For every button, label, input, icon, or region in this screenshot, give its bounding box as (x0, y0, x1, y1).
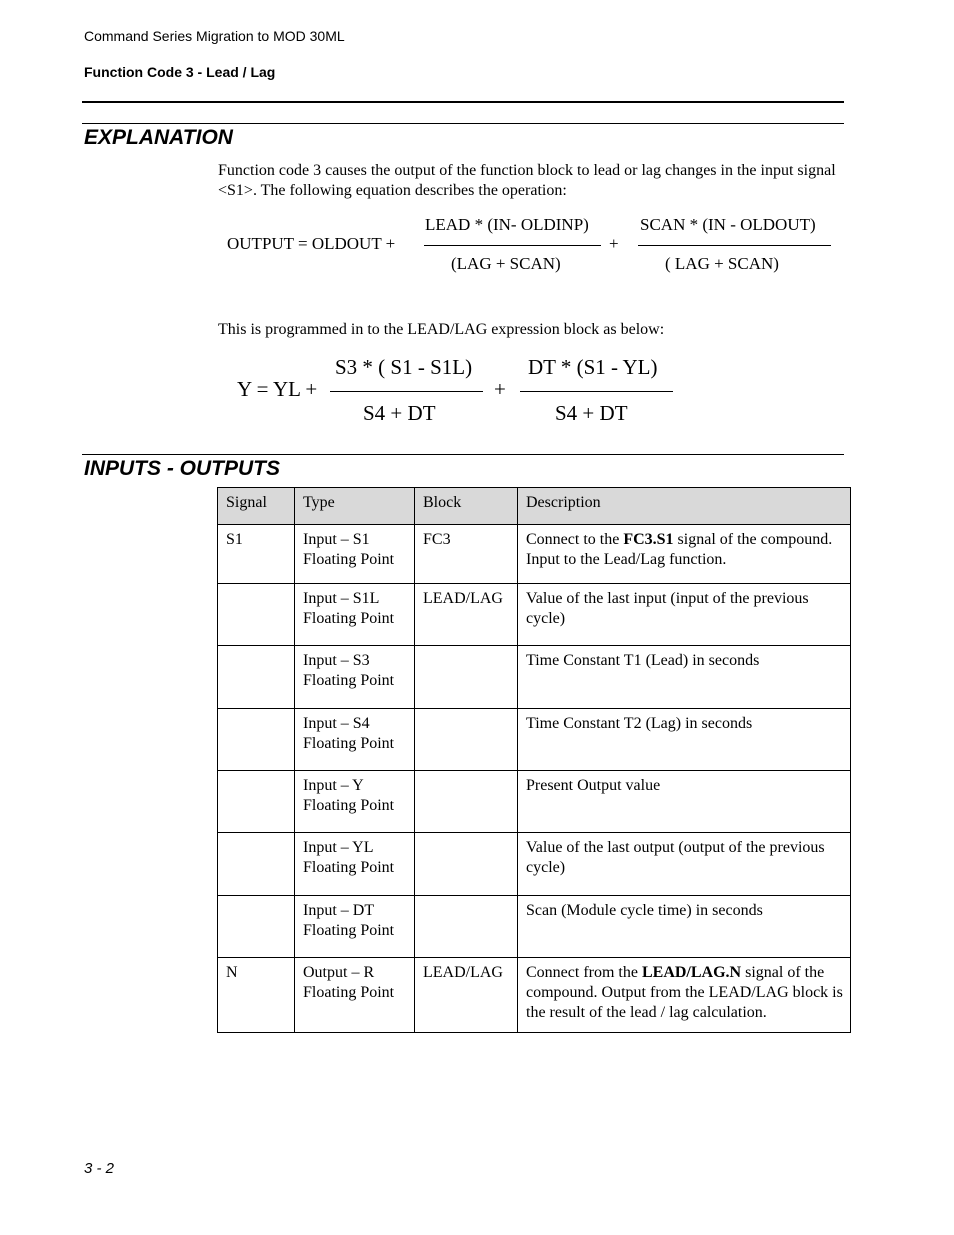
cell-signal: N (218, 958, 295, 1033)
explanation-heading: EXPLANATION (84, 126, 233, 149)
column-header-signal: Signal (218, 488, 295, 525)
program-note: This is programmed in to the LEAD/LAG expression block as below: (218, 321, 665, 338)
type-datatype: Floating Point (303, 984, 395, 1001)
page-number: 3 - 2 (84, 1160, 115, 1177)
cell-block (415, 709, 518, 771)
inputs-outputs-table (217, 487, 851, 1033)
table-row (218, 896, 851, 958)
desc-text: Time Constant T1 (Lead) in seconds (526, 652, 760, 669)
desc-signal-ref: LEAD/LAG.N (641, 964, 742, 981)
type-datatype: Floating Point (303, 672, 395, 689)
cell-block: FC3 (415, 525, 518, 584)
desc-text: Value of the last output (output of the previous cycle) (526, 839, 825, 876)
type-io: Input – S4 (303, 715, 370, 732)
type-datatype: Floating Point (303, 922, 395, 939)
cell-signal (218, 771, 295, 833)
cell-block (415, 646, 518, 709)
desc-text: Value of the last input (input of the previous cycle) (526, 590, 809, 627)
desc-text: Connect from the (526, 964, 642, 981)
cell-description (518, 958, 851, 1033)
cell-type (295, 833, 415, 896)
cell-block: LEAD/LAG (415, 584, 518, 646)
cell-signal (218, 709, 295, 771)
equation2-plus: + (494, 377, 506, 401)
column-header-type: Type (295, 488, 415, 525)
equation1-term1-fraction-bar (424, 245, 601, 246)
table-row (218, 584, 851, 646)
type-io: Input – S3 (303, 652, 370, 669)
equation1-term2-denominator: ( LAG + SCAN) (665, 254, 779, 273)
table-row (218, 709, 851, 771)
desc-text: Connect to the (526, 531, 624, 548)
desc-text: Present Output value (526, 777, 661, 794)
type-io: Input – S1 (303, 531, 370, 548)
cell-type (295, 958, 415, 1033)
document-title: Command Series Migration to MOD 30ML (84, 28, 345, 44)
type-datatype: Floating Point (303, 859, 395, 876)
desc-text: Time Constant T2 (Lag) in seconds (526, 715, 753, 732)
equation1-term1-denominator: (LAG + SCAN) (451, 254, 561, 273)
table-row (218, 958, 851, 1033)
cell-signal: S1 (218, 525, 295, 584)
cell-block: LEAD/LAG (415, 958, 518, 1033)
type-datatype: Floating Point (303, 797, 395, 814)
equation1-term2-numerator: SCAN * (IN - OLDOUT) (640, 215, 816, 234)
equation1-plus: + (609, 234, 619, 253)
equation2-lhs: Y = YL + (237, 377, 318, 401)
cell-type (295, 896, 415, 958)
desc-signal-ref: FC3.S1 (623, 531, 674, 548)
equation2-term2-denominator: S4 + DT (555, 401, 628, 425)
equation2-term1-numerator: S3 * ( S1 - S1L) (335, 355, 473, 379)
cell-type (295, 709, 415, 771)
section-title: Function Code 3 - Lead / Lag (84, 64, 276, 80)
cell-block (415, 833, 518, 896)
explanation-divider (82, 123, 844, 124)
cell-signal (218, 896, 295, 958)
cell-type (295, 584, 415, 646)
inputs-outputs-heading: INPUTS - OUTPUTS (84, 457, 281, 480)
inputs-outputs-divider (82, 454, 844, 455)
desc-text-continued: signal of the compound. Input to the Lead/Lag function. (526, 531, 833, 568)
equation1-term2-fraction-bar (638, 245, 831, 246)
cell-block (415, 896, 518, 958)
type-io: Input – YL (303, 839, 374, 856)
column-header-block: Block (415, 488, 518, 525)
equation2-term1-denominator: S4 + DT (363, 401, 436, 425)
cell-description (518, 646, 851, 709)
cell-description (518, 584, 851, 646)
header-divider (82, 101, 844, 103)
cell-signal (218, 584, 295, 646)
table-row (218, 833, 851, 896)
desc-text-continued: signal of the compound. Output from the LEAD/LAG block is the result of the lead / lag calculation. (526, 964, 843, 1021)
type-io: Input – S1L (303, 590, 380, 607)
cell-type (295, 646, 415, 709)
cell-description (518, 833, 851, 896)
type-datatype: Floating Point (303, 551, 395, 568)
equation2-term1-fraction-bar (330, 391, 483, 392)
equation1-lhs: OUTPUT = OLDOUT + (227, 234, 396, 253)
table-row (218, 525, 851, 584)
table-row (218, 646, 851, 709)
type-io: Input – Y (303, 777, 364, 794)
equation2-term2-numerator: DT * (S1 - YL) (528, 355, 658, 379)
cell-signal (218, 646, 295, 709)
cell-description (518, 709, 851, 771)
equation2-term2-fraction-bar (520, 391, 673, 392)
cell-signal (218, 833, 295, 896)
type-datatype: Floating Point (303, 610, 395, 627)
table-row (218, 771, 851, 833)
cell-description (518, 896, 851, 958)
type-io: Input – DT (303, 902, 375, 919)
desc-text: Scan (Module cycle time) in seconds (526, 902, 763, 919)
equation1-term1-numerator: LEAD * (IN- OLDINP) (425, 215, 589, 234)
cell-block (415, 771, 518, 833)
type-io: Output – R (303, 964, 375, 981)
cell-type (295, 771, 415, 833)
cell-type (295, 525, 415, 584)
table-header-row (218, 488, 851, 525)
cell-description (518, 525, 851, 584)
explanation-intro: Function code 3 causes the output of the function block to lead or lag changes in the input signal <S1>. The following equation describes the operation: (218, 162, 836, 199)
column-header-description: Description (518, 488, 851, 525)
cell-description (518, 771, 851, 833)
type-datatype: Floating Point (303, 735, 395, 752)
